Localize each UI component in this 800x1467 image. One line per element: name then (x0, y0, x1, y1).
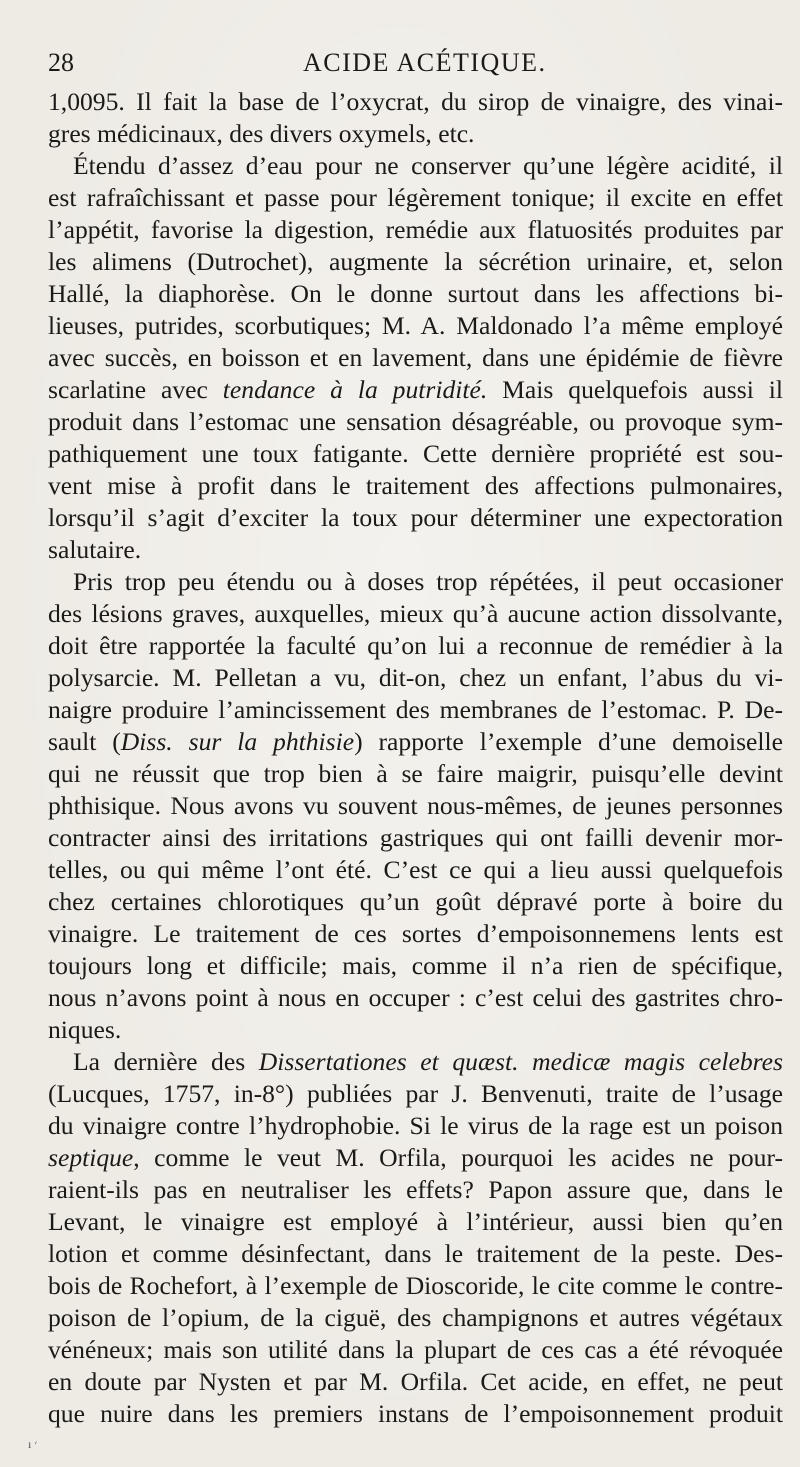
text-line: 1,0095. Il fait la base de l’oxycrat, du sirop de vinaigre, des vinai- (48, 87, 783, 116)
text-line (48, 726, 783, 758)
text-line: naigre produire l’amincissement des membranes de l’estomac. P. De- (48, 695, 783, 724)
running-head (48, 44, 788, 84)
text-line: vent mise à profit dans le traitement des affections pulmonaires, (48, 471, 783, 500)
text-line: chez certaines chlorotiques qu’un goût dépravé porte à boire du (48, 887, 783, 916)
text-line: phthisique. Nous avons vu souvent nous-mêmes, de jeunes personnes (48, 791, 783, 820)
text-line: avec succès, en boisson et en lavement, dans une épidémie de fièvre (48, 343, 783, 372)
text-line: salutaire. (48, 535, 142, 564)
paragraph-2 (48, 150, 783, 566)
text-line (48, 374, 783, 406)
text-run: Mais quelquefois aussi il (487, 375, 783, 404)
text-line: gres médicinaux, des divers oxymels, etc. (48, 119, 475, 148)
footer-mark: ı ׳ (28, 1437, 38, 1451)
paragraph-4 (48, 1046, 783, 1430)
body-text (48, 86, 783, 1430)
text-line: poison de l’opium, de la ciguë, des champignons et autres végétaux (48, 1303, 783, 1332)
text-line: qui ne réussit que trop bien à se faire maigrir, puisqu’elle devint (48, 759, 783, 788)
text-line: Pris trop peu étendu ou à doses trop répétées, il peut occasioner (73, 567, 783, 596)
text-line: toujours long et difficile; mais, comme il n’a rien de spécifique, (48, 951, 783, 980)
text-run: sault ( (48, 727, 121, 756)
text-line: niques. (48, 1015, 122, 1044)
text-line: telles, ou qui même l’ont été. C’est ce qui a lieu aussi quelquefois (48, 855, 783, 884)
text-line: lotion et comme désinfectant, dans le traitement de la peste. Des- (48, 1239, 783, 1268)
italic-run: tendance à la putridité. (222, 375, 488, 404)
text-line: est rafraîchissant et passe pour légèrement tonique; il excite en effet (48, 183, 783, 212)
text-line: bois de Rochefort, à l’exemple de Dioscoride, le cite comme le contre- (48, 1271, 783, 1300)
text-line (48, 1142, 783, 1174)
text-line: contracter ainsi des irritations gastriques qui ont failli devenir mor- (48, 823, 783, 852)
italic-run: Diss. sur la phthisie (120, 727, 355, 756)
text-line: du vinaigre contre l’hydrophobie. Si le virus de la rage est un poison (48, 1111, 783, 1140)
text-line: vinaigre. Le traitement de ces sortes d’empoisonnemens lents est (48, 919, 783, 948)
text-line: Hallé, la diaphorèse. On le donne surtout dans les affections bi- (48, 279, 783, 308)
paragraph-1 (48, 86, 783, 150)
text-run: ) rapporte l’exemple d’une demoiselle (354, 727, 783, 756)
running-title: ACIDE ACÉTIQUE. (303, 48, 547, 77)
text-line: les alimens (Dutrochet), augmente la sécrétion urinaire, et, selon (48, 247, 783, 276)
text-run: , comme le veut M. Orfila, pourquoi les acides ne pour- (133, 1143, 783, 1172)
text-line: lorsqu’il s’agit d’exciter la toux pour déterminer une expectoration (48, 503, 783, 532)
italic-run: Dissertationes et quæst. medicæ magis celebres (258, 1047, 783, 1076)
text-line (48, 1046, 783, 1078)
text-line: des lésions graves, auxquelles, mieux qu’à aucune action dissolvante, (48, 599, 783, 628)
text-line: lieuses, putrides, scorbutiques; M. A. Maldonado l’a même employé (48, 311, 783, 340)
text-line: doit être rapportée la faculté qu’on lui a reconnue de remédier à la (48, 631, 783, 660)
text-line: Levant, le vinaigre est employé à l’intérieur, aussi bien qu’en (48, 1207, 783, 1236)
paragraph-3 (48, 566, 783, 1046)
text-line: polysarcie. M. Pelletan a vu, dit-on, chez un enfant, l’abus du vi- (48, 663, 783, 692)
text-line: nous n’avons point à nous en occuper : c’est celui des gastrites chro- (48, 983, 783, 1012)
text-line: que nuire dans les premiers instans de l’empoisonnement produit (48, 1399, 783, 1428)
text-run: scarlatine avec (48, 375, 223, 404)
text-line: pathiquement une toux fatigante. Cette dernière propriété est sou- (48, 439, 783, 468)
text-line: en doute par Nysten et par M. Orfila. Cet acide, en effet, ne peut (48, 1367, 783, 1396)
text-line: Étendu d’assez d’eau pour ne conserver qu’une légère acidité, il (73, 151, 783, 180)
text-run: La dernière des (73, 1047, 259, 1076)
text-line: raient-ils pas en neutraliser les effets? Papon assure que, dans le (48, 1175, 783, 1204)
page-number: 28 (48, 48, 74, 77)
italic-run: septique (48, 1143, 134, 1172)
text-line: l’appétit, favorise la digestion, remédie aux flatuosités produites par (48, 215, 783, 244)
text-line: produit dans l’estomac une sensation désagréable, ou provoque sym- (48, 407, 783, 436)
text-line: (Lucques, 1757, in-8°) publiées par J. Benvenuti, traite de l’usage (48, 1079, 783, 1108)
text-line: vénéneux; mais son utilité dans la plupart de ces cas a été révoquée (48, 1335, 783, 1364)
